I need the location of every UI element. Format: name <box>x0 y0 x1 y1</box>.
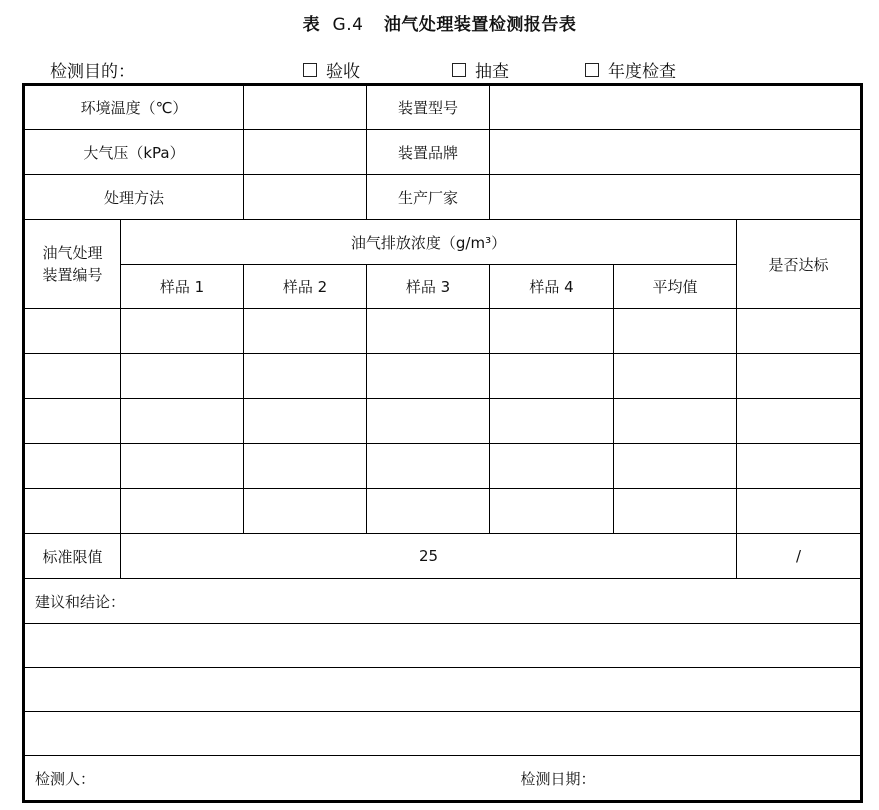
sample-2-cell[interactable] <box>244 354 367 399</box>
device-id-header <box>24 220 121 309</box>
table-row <box>24 444 862 489</box>
treatment-method-label: 处理方法 <box>24 175 244 220</box>
sample-1-cell[interactable] <box>121 399 244 444</box>
inspector-field[interactable]: 检测人： <box>24 756 490 802</box>
sample-1-cell[interactable] <box>121 354 244 399</box>
option-label: 年度检查 <box>608 62 676 82</box>
sample-4-cell[interactable] <box>490 399 614 444</box>
signature-row <box>24 756 862 802</box>
option-annual-inspection[interactable] <box>585 57 676 82</box>
inspection-date-field[interactable]: 检测日期： <box>490 756 862 802</box>
checkbox-icon[interactable] <box>585 63 599 77</box>
device-model-value[interactable] <box>490 85 862 130</box>
average-cell[interactable] <box>614 444 737 489</box>
conclusion-label: 建议和结论： <box>24 579 862 624</box>
sample-2-cell[interactable] <box>244 489 367 534</box>
compliance-header: 是否达标 <box>737 220 862 309</box>
device-id-header-line: 油气处理 <box>42 244 103 262</box>
purpose-label: 检测目的： <box>50 62 135 82</box>
table-row <box>24 309 862 354</box>
compliance-cell[interactable] <box>737 444 862 489</box>
sample-3-cell[interactable] <box>367 354 490 399</box>
sample-1-cell[interactable] <box>121 489 244 534</box>
standard-limit-compliance: / <box>737 534 862 579</box>
checkbox-icon[interactable] <box>303 63 317 77</box>
conclusion-line <box>24 712 862 756</box>
checkbox-icon[interactable] <box>452 63 466 77</box>
sample-2-cell[interactable] <box>244 444 367 489</box>
device-id-cell[interactable] <box>24 489 121 534</box>
option-label: 抽查 <box>475 62 509 82</box>
standard-limit-label: 标准限值 <box>24 534 121 579</box>
compliance-cell[interactable] <box>737 489 862 534</box>
pressure-value[interactable] <box>244 130 367 175</box>
average-cell[interactable] <box>614 354 737 399</box>
measurement-header-row <box>24 220 862 265</box>
average-cell[interactable] <box>614 309 737 354</box>
sample-3-header: 样品 3 <box>367 265 490 309</box>
sample-3-cell[interactable] <box>367 444 490 489</box>
option-spot-check[interactable] <box>452 57 509 82</box>
table-row <box>24 489 862 534</box>
ambient-temp-value[interactable] <box>244 85 367 130</box>
page-title <box>0 10 879 35</box>
conclusion-line <box>24 624 862 668</box>
average-cell[interactable] <box>614 399 737 444</box>
sample-1-cell[interactable] <box>121 444 244 489</box>
device-id-cell[interactable] <box>24 309 121 354</box>
standard-limit-value: 25 <box>121 534 737 579</box>
conclusion-line <box>24 668 862 712</box>
conclusion-input[interactable] <box>24 624 862 668</box>
average-cell[interactable] <box>614 489 737 534</box>
report-table <box>22 83 863 803</box>
sample-2-cell[interactable] <box>244 399 367 444</box>
ambient-temp-label: 环境温度（℃） <box>24 85 244 130</box>
sample-1-cell[interactable] <box>121 309 244 354</box>
device-id-cell[interactable] <box>24 444 121 489</box>
info-row <box>24 175 862 220</box>
sample-2-cell[interactable] <box>244 309 367 354</box>
conclusion-input[interactable] <box>24 712 862 756</box>
sample-1-header: 样品 1 <box>121 265 244 309</box>
compliance-cell[interactable] <box>737 354 862 399</box>
compliance-cell[interactable] <box>737 399 862 444</box>
inspection-purpose <box>50 57 850 81</box>
manufacturer-value[interactable] <box>490 175 862 220</box>
compliance-cell[interactable] <box>737 309 862 354</box>
table-row <box>24 354 862 399</box>
table-row <box>24 399 862 444</box>
treatment-method-value[interactable] <box>244 175 367 220</box>
sample-4-cell[interactable] <box>490 444 614 489</box>
info-row <box>24 85 862 130</box>
option-acceptance[interactable] <box>303 57 360 82</box>
info-row <box>24 130 862 175</box>
device-brand-label: 装置品牌 <box>367 130 490 175</box>
sample-header-row <box>24 265 862 309</box>
sample-4-cell[interactable] <box>490 489 614 534</box>
sample-2-header: 样品 2 <box>244 265 367 309</box>
device-id-header-line: 装置编号 <box>42 266 103 284</box>
sample-3-cell[interactable] <box>367 399 490 444</box>
sample-3-cell[interactable] <box>367 489 490 534</box>
average-header: 平均值 <box>614 265 737 309</box>
standard-limit-row <box>24 534 862 579</box>
table-code: G.4 <box>332 15 364 35</box>
device-brand-value[interactable] <box>490 130 862 175</box>
sample-4-cell[interactable] <box>490 309 614 354</box>
sample-3-cell[interactable] <box>367 309 490 354</box>
conclusion-input[interactable] <box>24 668 862 712</box>
sample-4-cell[interactable] <box>490 354 614 399</box>
concentration-header: 油气排放浓度（g/m³） <box>121 220 737 265</box>
conclusion-label-row <box>24 579 862 624</box>
pressure-label: 大气压（kPa） <box>24 130 244 175</box>
title-prefix: 表 <box>302 15 321 35</box>
option-label: 验收 <box>326 62 360 82</box>
title-text: 油气处理装置检测报告表 <box>383 15 577 35</box>
device-id-cell[interactable] <box>24 399 121 444</box>
manufacturer-label: 生产厂家 <box>367 175 490 220</box>
device-model-label: 装置型号 <box>367 85 490 130</box>
sample-4-header: 样品 4 <box>490 265 614 309</box>
device-id-cell[interactable] <box>24 354 121 399</box>
